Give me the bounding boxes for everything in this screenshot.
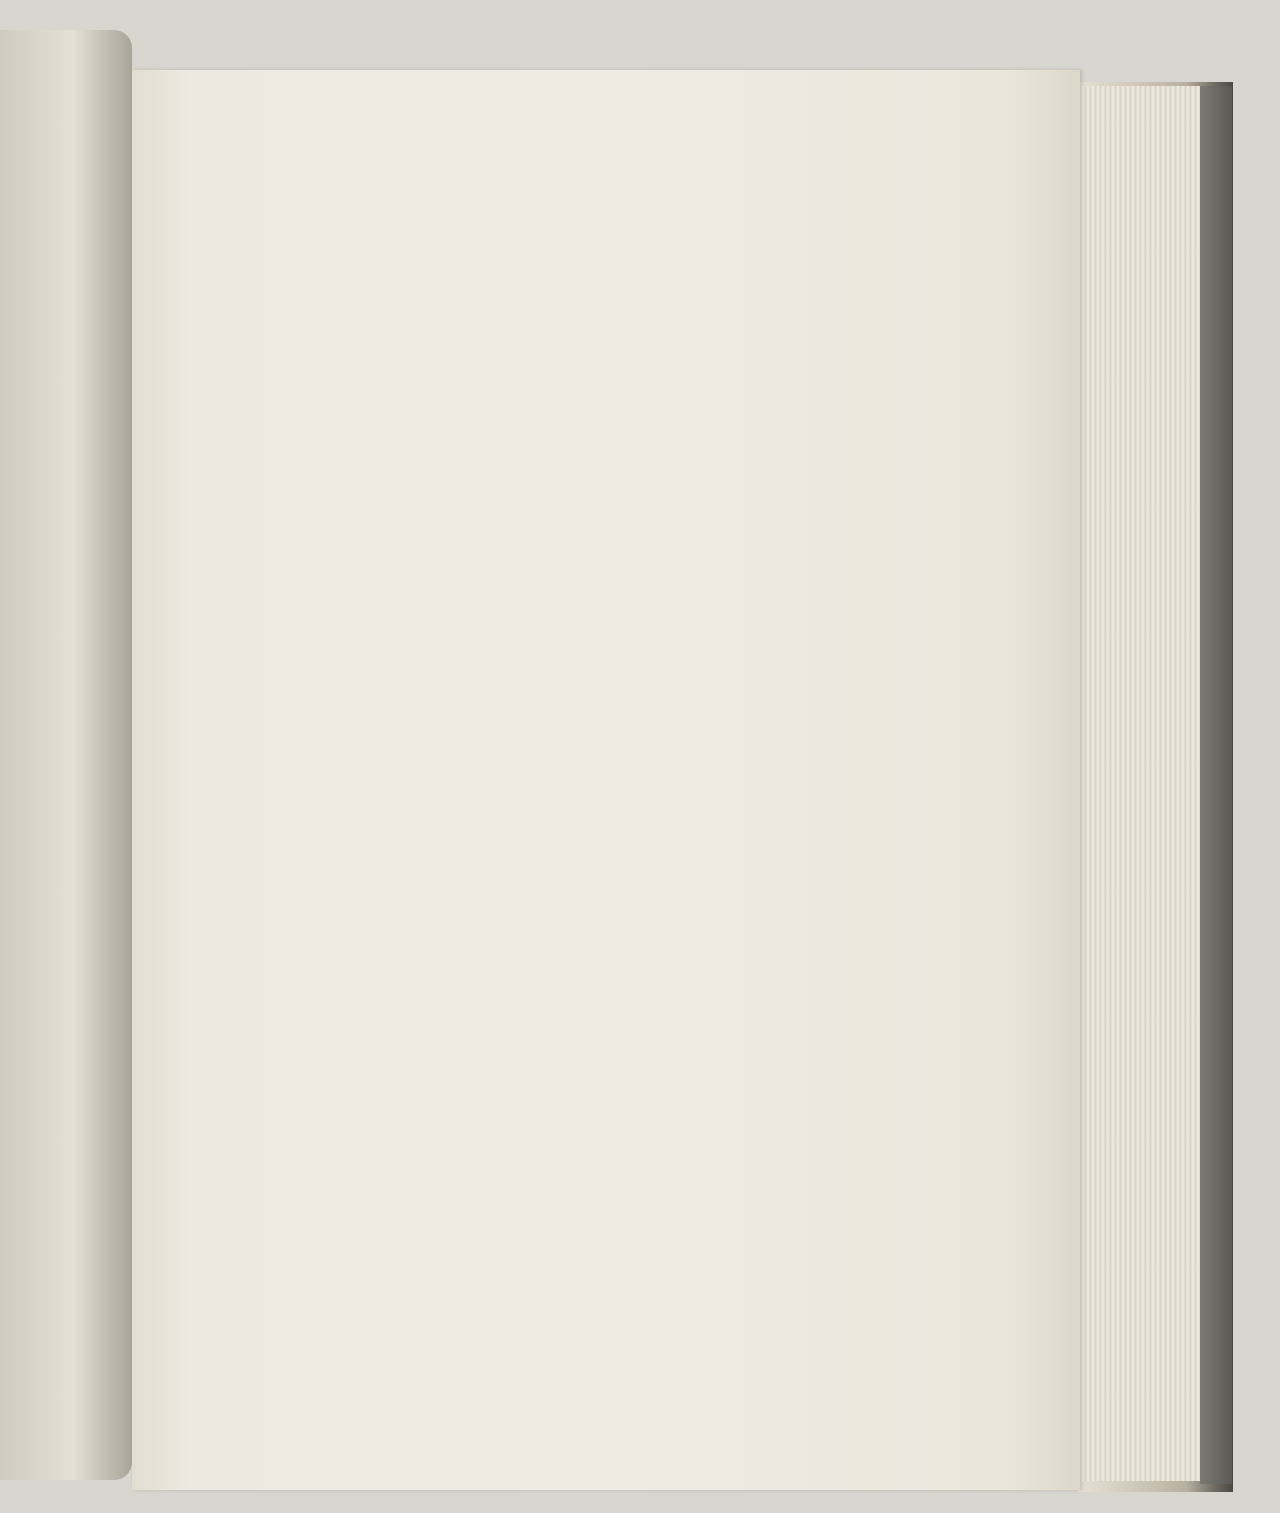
document-page bbox=[132, 70, 1080, 1490]
page-edges bbox=[1082, 86, 1202, 1481]
book-cover bbox=[1200, 86, 1232, 1484]
left-page bbox=[0, 30, 132, 1480]
